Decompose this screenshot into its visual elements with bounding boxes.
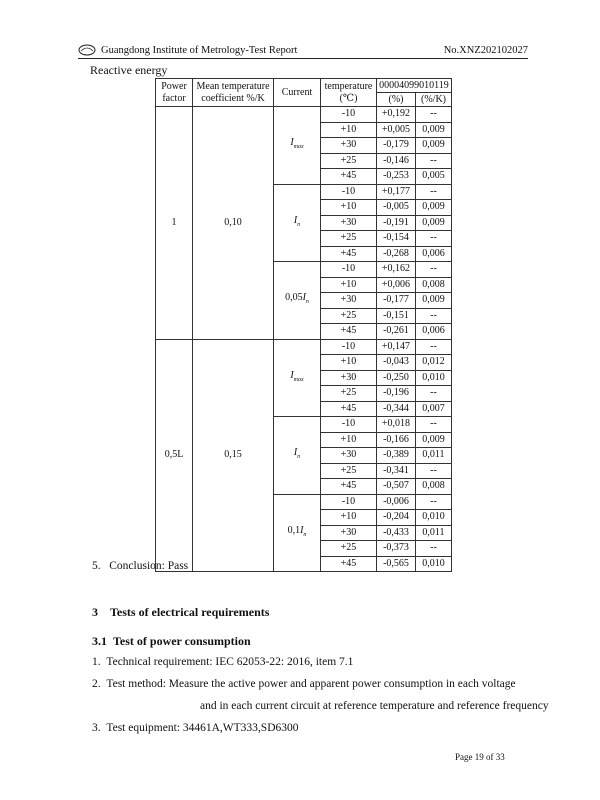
coefficient-pct-per-k-cell: 0,009 [416, 200, 452, 216]
report-header [78, 42, 528, 58]
coefficient-pct-per-k-cell: -- [416, 107, 452, 123]
coefficient-pct-per-k-cell: 0,009 [416, 432, 452, 448]
deviation-pct-cell: -0,151 [377, 308, 416, 324]
coefficient-pct-per-k-cell: 0,009 [416, 293, 452, 309]
header-left [78, 44, 297, 56]
deviation-pct-cell: +0,192 [377, 107, 416, 123]
coefficient-pct-per-k-cell: -- [416, 231, 452, 247]
deviation-pct-cell: -0,389 [377, 448, 416, 464]
temperature-cell: +25 [321, 463, 377, 479]
temperature-cell: +25 [321, 153, 377, 169]
coefficient-pct-per-k-cell: -- [416, 386, 452, 402]
coefficient-pct-per-k-cell: 0,009 [416, 215, 452, 231]
deviation-pct-cell: +0,005 [377, 122, 416, 138]
coefficient-pct-per-k-cell: 0,008 [416, 277, 452, 293]
coefficient-pct-per-k-cell: 0,012 [416, 355, 452, 371]
temperature-cell: +25 [321, 231, 377, 247]
coefficient-pct-per-k-cell: -- [416, 262, 452, 278]
list-item: 2. Test method: Measure the active power and apparent power consumption in each voltage [92, 678, 516, 690]
temperature-cell: +10 [321, 122, 377, 138]
deviation-pct-cell: -0,268 [377, 246, 416, 262]
coefficient-pct-per-k-cell: 0,010 [416, 370, 452, 386]
header-mean-temp-coeff: Mean temperature coefficient %/K [193, 79, 274, 107]
list-item: 3. Test equipment: 34461A,WT333,SD6300 [92, 722, 299, 734]
temperature-cell: +45 [321, 246, 377, 262]
deviation-pct-cell: -0,261 [377, 324, 416, 340]
list-item: 1. Technical requirement: IEC 62053-22: 2016, item 7.1 [92, 656, 354, 668]
section-3-1-heading: 3.1 Test of power consumption [92, 634, 251, 648]
coefficient-pct-per-k-cell: 0,010 [416, 556, 452, 572]
temperature-cell: -10 [321, 262, 377, 278]
section-3-heading: 3 Tests of electrical requirements [92, 605, 270, 619]
coefficient-pct-per-k-cell: 0,007 [416, 401, 452, 417]
deviation-pct-cell: -0,373 [377, 541, 416, 557]
header-pct-per-k: (%/K) [416, 93, 452, 107]
temperature-cell: +45 [321, 479, 377, 495]
current-cell: $I_n$ [274, 184, 321, 262]
temperature-cell: +45 [321, 401, 377, 417]
coefficient-pct-per-k-cell: -- [416, 494, 452, 510]
institute-logo-icon [78, 44, 96, 56]
coefficient-pct-per-k-cell: -- [416, 541, 452, 557]
temperature-cell: -10 [321, 494, 377, 510]
deviation-pct-cell: -0,177 [377, 293, 416, 309]
temperature-cell: +30 [321, 138, 377, 154]
deviation-pct-cell: -0,005 [377, 200, 416, 216]
coefficient-pct-per-k-cell: 0,006 [416, 246, 452, 262]
temperature-cell: +30 [321, 293, 377, 309]
current-cell: $I_n$ [274, 417, 321, 495]
deviation-pct-cell: -0,191 [377, 215, 416, 231]
deviation-pct-cell: -0,179 [377, 138, 416, 154]
temperature-cell: +45 [321, 169, 377, 185]
deviation-pct-cell: +0,006 [377, 277, 416, 293]
current-cell: $I_{max}$ [274, 339, 321, 417]
coefficient-cell: 0,10 [193, 107, 274, 340]
table-row [156, 339, 452, 355]
coefficient-pct-per-k-cell: 0,011 [416, 525, 452, 541]
temperature-cell: -10 [321, 184, 377, 200]
coefficient-pct-per-k-cell: -- [416, 184, 452, 200]
coefficient-pct-per-k-cell: 0,010 [416, 510, 452, 526]
table-row [156, 107, 452, 123]
conclusion: 5. Conclusion: Pass [92, 560, 189, 572]
temperature-cell: +30 [321, 215, 377, 231]
temperature-cell: +30 [321, 448, 377, 464]
temperature-cell: +25 [321, 541, 377, 557]
deviation-pct-cell: -0,344 [377, 401, 416, 417]
deviation-pct-cell: -0,341 [377, 463, 416, 479]
current-cell: $0,05I_n$ [274, 262, 321, 340]
temperature-cell: -10 [321, 339, 377, 355]
deviation-pct-cell: -0,507 [377, 479, 416, 495]
temperature-cell: +10 [321, 432, 377, 448]
coefficient-cell: 0,15 [193, 339, 274, 572]
header-power-factor: Power factor [156, 79, 193, 107]
temperature-cell: +10 [321, 355, 377, 371]
deviation-pct-cell: -0,204 [377, 510, 416, 526]
deviation-pct-cell: -0,043 [377, 355, 416, 371]
deviation-pct-cell: -0,250 [377, 370, 416, 386]
deviation-pct-cell: +0,147 [377, 339, 416, 355]
coefficient-pct-per-k-cell: -- [416, 308, 452, 324]
temperature-cell: +10 [321, 277, 377, 293]
header-temperature: temperature (℃) [321, 79, 377, 107]
temperature-cell: +10 [321, 510, 377, 526]
deviation-pct-cell: -0,146 [377, 153, 416, 169]
header-meter-id: 00004099010119 [377, 79, 452, 93]
temperature-cell: +30 [321, 525, 377, 541]
report-number: No.XNZ202102027 [443, 44, 528, 56]
deviation-pct-cell: -0,433 [377, 525, 416, 541]
header-pct: (%) [377, 93, 416, 107]
temperature-cell: +25 [321, 308, 377, 324]
deviation-pct-cell: -0,166 [377, 432, 416, 448]
deviation-pct-cell: +0,177 [377, 184, 416, 200]
coefficient-pct-per-k-cell: 0,011 [416, 448, 452, 464]
coefficient-pct-per-k-cell: 0,006 [416, 324, 452, 340]
temperature-cell: -10 [321, 417, 377, 433]
coefficient-pct-per-k-cell: 0,005 [416, 169, 452, 185]
deviation-pct-cell: -0,006 [377, 494, 416, 510]
temperature-cell: -10 [321, 107, 377, 123]
list-item-continuation: and in each current circuit at reference temperature and reference frequency [200, 700, 549, 712]
header-current: Current [274, 79, 321, 107]
deviation-pct-cell: -0,253 [377, 169, 416, 185]
temperature-cell: +10 [321, 200, 377, 216]
coefficient-pct-per-k-cell: 0,009 [416, 138, 452, 154]
temperature-coefficient-table [155, 78, 452, 572]
coefficient-pct-per-k-cell: -- [416, 153, 452, 169]
coefficient-pct-per-k-cell: -- [416, 339, 452, 355]
coefficient-pct-per-k-cell: -- [416, 463, 452, 479]
temperature-cell: +25 [321, 386, 377, 402]
power-factor-cell: 1 [156, 107, 193, 340]
deviation-pct-cell: +0,162 [377, 262, 416, 278]
coefficient-pct-per-k-cell: 0,009 [416, 122, 452, 138]
coefficient-pct-per-k-cell: 0,008 [416, 479, 452, 495]
temperature-cell: +45 [321, 556, 377, 572]
header-divider [78, 58, 528, 59]
section-label: Reactive energy [90, 63, 168, 77]
deviation-pct-cell: +0,018 [377, 417, 416, 433]
temperature-cell: +45 [321, 324, 377, 340]
page-number: Page 19 of 33 [455, 752, 505, 762]
coefficient-pct-per-k-cell: -- [416, 417, 452, 433]
current-cell: $I_{max}$ [274, 107, 321, 185]
temperature-cell: +30 [321, 370, 377, 386]
header-title: Guangdong Institute of Metrology-Test Report [101, 44, 298, 56]
current-cell: $0,1I_n$ [274, 494, 321, 572]
deviation-pct-cell: -0,565 [377, 556, 416, 572]
power-factor-cell: 0,5L [156, 339, 193, 572]
deviation-pct-cell: -0,196 [377, 386, 416, 402]
deviation-pct-cell: -0,154 [377, 231, 416, 247]
